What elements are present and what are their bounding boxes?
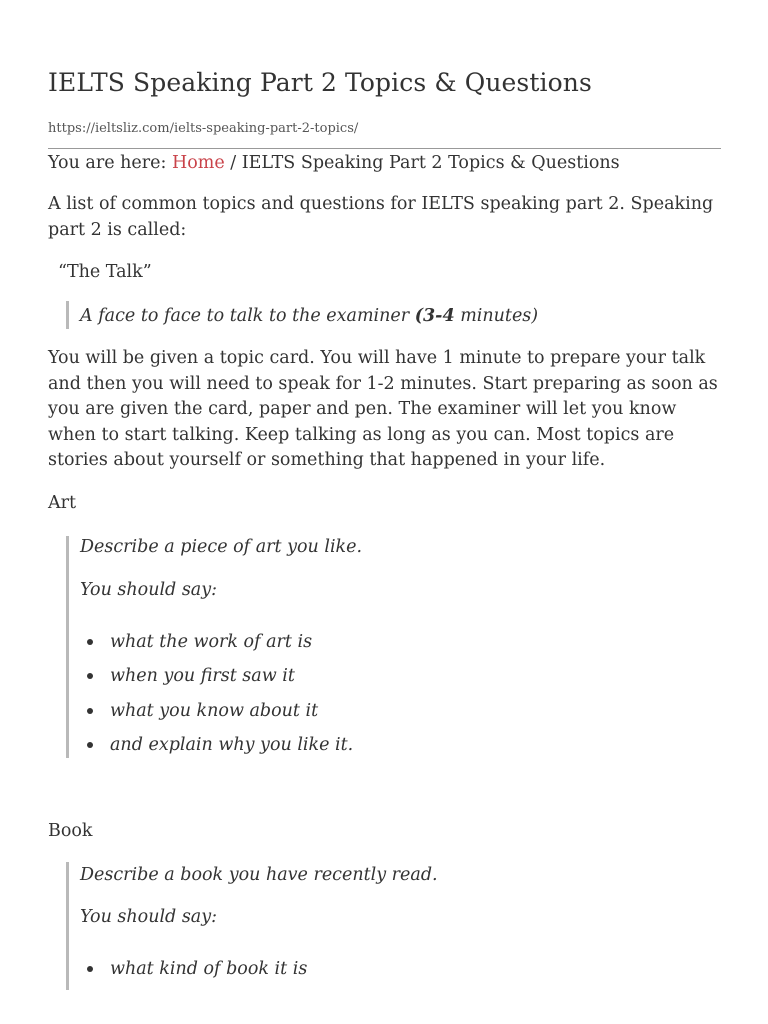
book-quote-bar [66,862,69,990]
article-page: IELTS Speaking Part 2 Topics & Questions https://ieltsliz.com/ielts-speaking-part-2-topics/ You are here: Home / IELTS Speaking Part 2 Topics & Questions A list of common topics and questions for IELTS speaking part 2. Speaking part 2 is called: “The Talk” A face to face to talk to the examiner (3-4 minutes) You will be given a topic card. You will have 1 minute to prepare your talk and then you will need to speak for 1-2 minutes. Start preparing as soon as you are given the card, paper and pen. The examiner will let you know when to start talking. Keep talking as long as you can. Most topics are stories about yourself or something that happened in your life. Art Describe a piece of art you like. You should say: what the work of art is when you first saw it what you know about it and explain why you like it. Book Describe a book you have recently read. You should say: what kind of book it is [0,0,768,1024]
bullet-icon [87,742,93,748]
talk-quote-unit: minutes) [454,306,539,326]
bullet-icon [87,966,93,972]
breadcrumb [48,151,620,175]
bullet-icon [87,639,93,645]
talk-quote [80,304,538,328]
instructions-paragraph: You will be given a topic card. You will have 1 minute to prepare your talk and then you will need to speak for 1-2 minutes. Start preparing as soon as you are given the card, paper and pen. The examiner will let you know when to start talking. Keep talking as long as you can. Most topics are stories about yourself or something that happened in your life. [48,348,718,470]
breadcrumb-separator: / [224,153,242,173]
talk-quote-duration: (3-4 [414,306,455,326]
breadcrumb-current: IELTS Speaking Part 2 Topics & Questions [241,153,620,173]
talk-quote-bar [66,301,69,329]
topic-heading-book: Book [48,821,93,841]
topic-heading-art: Art [48,493,77,513]
art-quote-bar [66,536,69,758]
talk-name: “The Talk” [58,262,152,282]
header-divider [48,148,721,149]
bullet-icon [87,673,93,679]
book-prompt: Describe a book you have recently read. [80,865,438,885]
page-title: IELTS Speaking Part 2 Topics & Questions [48,68,592,97]
book-should-say: You should say: [80,907,218,927]
breadcrumb-prefix: You are here: [48,153,172,173]
breadcrumb-home-link[interactable]: Home [171,153,225,173]
art-prompt: Describe a piece of art you like. [80,537,363,557]
talk-quote-text: A face to face to talk to the examiner [80,306,415,326]
page-url: https://ieltsliz.com/ielts-speaking-part-2-topics/ [48,121,359,136]
bullet-icon [87,708,93,714]
intro-paragraph: A list of common topics and questions for IELTS speaking part 2. Speaking part 2 is called: [48,194,714,240]
art-should-say: You should say: [80,580,218,600]
